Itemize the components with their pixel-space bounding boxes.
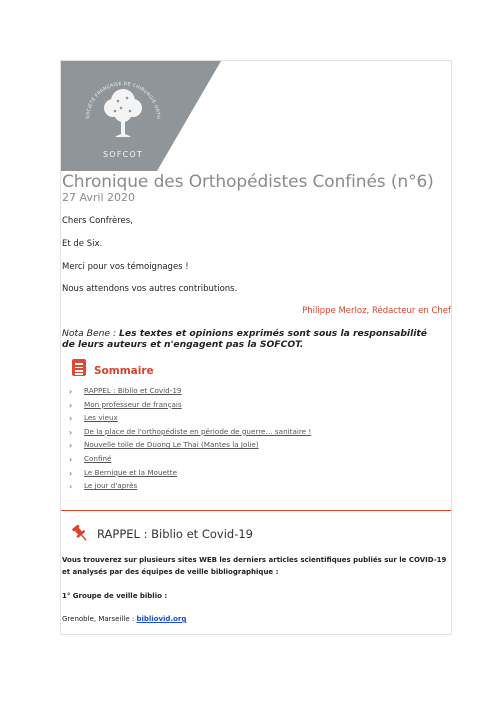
city-line [62, 614, 186, 626]
list-icon [72, 359, 86, 376]
rappel-intro-b: les derniers articles scientifiques publiés sur le COVID-19 et analysés par des équipes [62, 556, 447, 576]
greeting: Chers Confrères, [62, 216, 133, 226]
chevron-right-icon: › [69, 427, 73, 437]
chevron-right-icon: › [69, 441, 73, 451]
bibliovid-link[interactable]: bibliovid.org [136, 615, 187, 623]
intro-line-3: Nous attendons vos autres contributions. [62, 284, 238, 294]
sommaire-link[interactable]: Le Bernique et la Mouette [84, 467, 177, 477]
sommaire-link[interactable]: RAPPEL : Biblio et Covid-19 [84, 386, 182, 395]
section-divider [61, 510, 451, 511]
chevron-right-icon: › [69, 387, 73, 396]
rappel-intro-c: de veille bibliographique : [172, 567, 279, 576]
chevron-right-icon: › [69, 414, 73, 424]
logo-name: SOFCOT [103, 150, 143, 159]
chevron-right-icon: › [69, 454, 73, 464]
pushpin-icon [70, 523, 90, 543]
sommaire-link[interactable]: Mon professeur de français [84, 399, 182, 409]
chevron-right-icon: › [69, 482, 73, 492]
chevron-right-icon: › [69, 400, 73, 410]
sommaire-link[interactable]: Le jour d'après [84, 481, 138, 491]
sommaire-link[interactable]: De la place de l'orthopédiste en période de guerre… sanitaire ! [84, 426, 312, 436]
intro-line-2: Merci pour vos témoignages ! [62, 262, 189, 272]
chevron-right-icon: › [69, 468, 73, 478]
group-label-text: 1° Groupe de veille biblio : [62, 592, 168, 600]
intro-line-1: Et de Six. [62, 239, 103, 249]
nota-label: Nota Bene : [62, 328, 120, 339]
group-label [62, 591, 167, 603]
sofcot-logo [61, 61, 221, 171]
rappel-intro-a: Vous trouverez sur plusieurs sites WEB [62, 556, 220, 564]
page-title: Chronique des Orthopédistes Confinés (n°6) [62, 172, 434, 192]
signature: Philippe Merloz, Rédacteur en Chef [302, 306, 451, 316]
sommaire-link[interactable]: Les vieux [84, 413, 118, 423]
nota-text: Les textes et opinions exprimés sont sous la responsabilité de leurs auteurs et n'engagent pas la SOFCOT. [62, 328, 427, 350]
city-text: Grenoble, Marseille : [62, 615, 137, 623]
nota-bene [62, 328, 442, 350]
sommaire-link[interactable]: Confiné [84, 453, 112, 463]
issue-date: 27 Avril 2020 [62, 191, 136, 204]
sommaire-link[interactable]: Nouvelle toile de Duong Le Thai (Mantes la Jolie) [84, 440, 259, 450]
sommaire-panel [61, 352, 451, 508]
logo-ring-text: SOCIÉTÉ FRANÇAISE DE CHIRURGIE ORTH [85, 81, 161, 120]
sommaire-title: Sommaire [94, 365, 154, 377]
rappel-intro [62, 555, 448, 578]
rappel-title: RAPPEL : Biblio et Covid-19 [97, 527, 253, 541]
